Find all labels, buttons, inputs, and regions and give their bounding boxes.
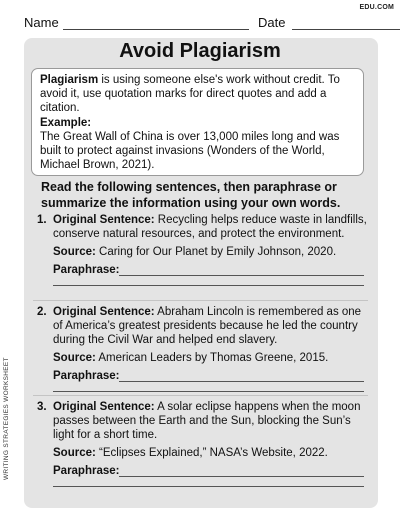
original-label: Original Sentence: <box>53 306 155 318</box>
paraphrase-row <box>53 369 368 385</box>
paraphrase-answer-line-2[interactable] <box>53 391 364 392</box>
question-number: 2. <box>37 306 47 318</box>
name-field-line[interactable] <box>63 29 249 30</box>
instructions: Read the following sentences, then paraphrase or summarize the information using your own words. <box>41 180 341 210</box>
source-label: Source: <box>53 447 96 459</box>
source-label: Source: <box>53 246 96 258</box>
definition-term: Plagiarism <box>40 74 99 86</box>
side-label: WRITING STRATEGIES WORKSHEET <box>3 357 10 480</box>
paraphrase-answer-line[interactable] <box>119 381 364 382</box>
original-sentence <box>53 213 368 241</box>
question-item <box>33 305 368 392</box>
paraphrase-answer-line[interactable] <box>119 476 364 477</box>
original-label: Original Sentence: <box>53 214 155 226</box>
question-item <box>33 213 368 286</box>
paraphrase-row <box>53 464 368 480</box>
definition-body: is using someone else's work without credit. To avoid it, use quotation marks for direct quotes and add a citation. <box>40 74 340 115</box>
paraphrase-label: Paraphrase: <box>53 264 120 276</box>
definition-box <box>31 68 364 176</box>
brand-name: EDU <box>359 4 375 11</box>
question-number: 1. <box>37 214 47 226</box>
paraphrase-label: Paraphrase: <box>53 465 120 477</box>
source-line <box>53 351 368 365</box>
original-text: A solar eclipse happens when the moon passes between the Earth and the Sun, blocking the Sun’s light for a short time. <box>53 401 361 441</box>
source-line <box>53 245 368 259</box>
paraphrase-row <box>53 263 368 279</box>
source-text: “Eclipses Explained,” NASA’s Website, 2022. <box>95 447 328 459</box>
original-sentence <box>53 305 368 347</box>
original-sentence <box>53 400 368 442</box>
question-number: 3. <box>37 401 47 413</box>
paraphrase-answer-line-2[interactable] <box>53 486 364 487</box>
paraphrase-answer-line[interactable] <box>119 275 364 276</box>
paraphrase-answer-line-2[interactable] <box>53 285 364 286</box>
date-label: Date <box>258 15 286 30</box>
example-label: Example: <box>40 116 92 129</box>
source-label: Source: <box>53 352 96 364</box>
brand-suffix: .COM <box>374 4 394 11</box>
name-label: Name <box>24 15 59 30</box>
divider <box>33 300 368 301</box>
name-date-header <box>24 15 384 31</box>
divider <box>33 395 368 396</box>
source-text: American Leaders by Thomas Greene, 2015. <box>95 352 329 364</box>
question-item <box>33 400 368 487</box>
brand-logo <box>360 4 394 11</box>
source-text: Caring for Our Planet by Emily Johnson, 2020. <box>95 246 337 258</box>
original-label: Original Sentence: <box>53 401 155 413</box>
page-title: Avoid Plagiarism <box>119 40 281 62</box>
date-field-line[interactable] <box>292 29 400 30</box>
example-text: The Great Wall of China is over 13,000 miles long and was built to protect against invasions (Wonders of the World, Michael Brown, 2021). <box>40 130 340 172</box>
definition-text <box>40 73 357 116</box>
original-text: Recycling helps reduce waste in landfills, conserve natural resources, and protect the environment. <box>53 214 367 240</box>
original-text: Abraham Lincoln is remembered as one of America’s greatest presidents because he led the country during the Civil War and helped end slavery. <box>53 306 362 346</box>
paraphrase-label: Paraphrase: <box>53 370 120 382</box>
source-line <box>53 446 368 460</box>
